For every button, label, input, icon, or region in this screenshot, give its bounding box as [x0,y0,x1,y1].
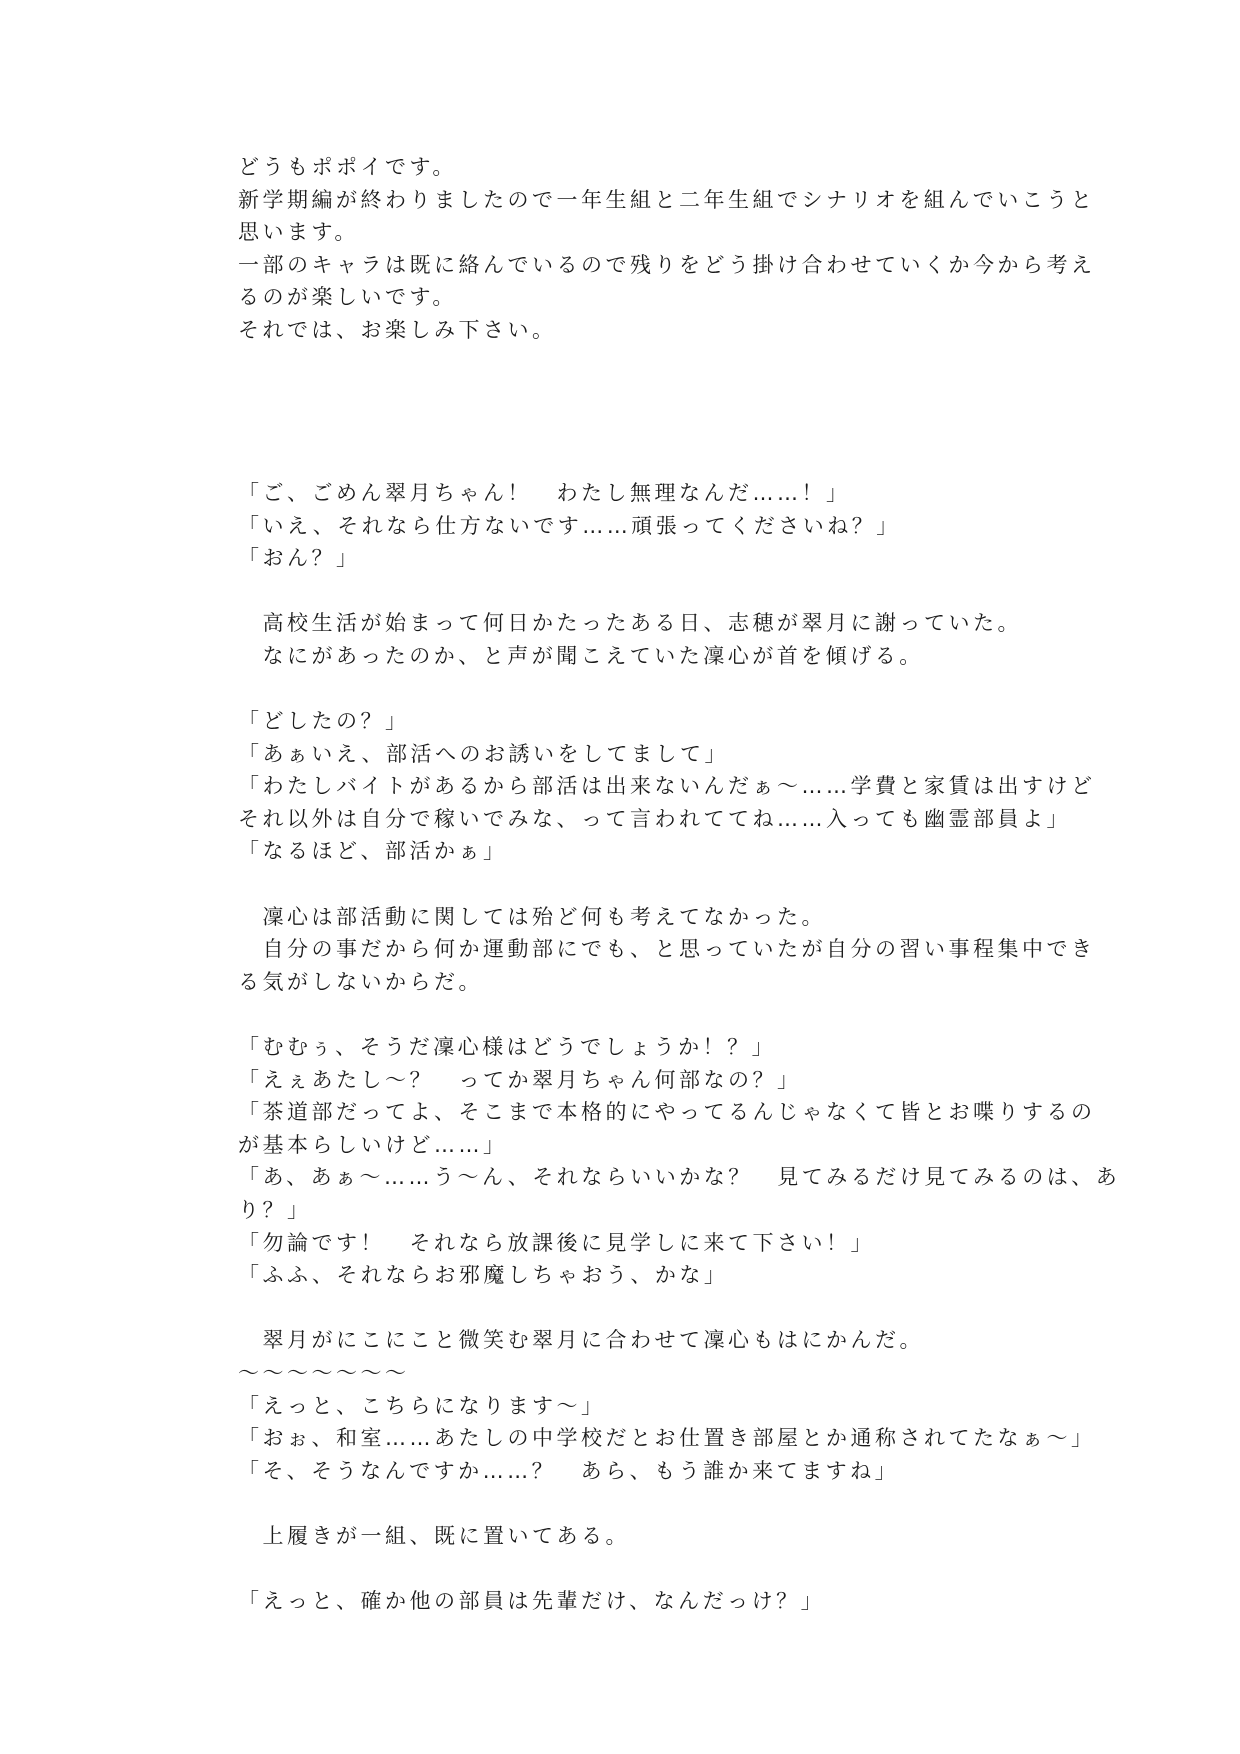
story-line: 「えぇあたし〜？ ってか翠月ちゃん何部なの？」 [238,1067,802,1092]
story-line: 〜〜〜〜〜〜〜 [238,1360,410,1385]
story-line: 「勿論です！ それなら放課後に見学しに来て下さい！」 [238,1230,875,1255]
intro-line: 新学期編が終わりましたので一年生組と二年生組でシナリオを組んでいこうと [238,187,1096,212]
story-section [238,477,1121,1618]
story-line: 高校生活が始まって何日かたったある日、志穂が翠月に謝っていた。 [238,611,1022,636]
section-spacer [238,444,1008,477]
story-line: 「茶道部だってよ、そこまで本格的にやってるんじゃなくて皆とお喋りするの [238,1100,1096,1125]
paragraph-break [238,868,1008,901]
story-line: 「ふふ、それならお邪魔しちゃおう、かな」 [238,1263,729,1288]
story-line: 「えっと、確か他の部員は先輩だけ、なんだっけ？」 [238,1589,826,1614]
intro-line: 一部のキャラは既に絡んでいるので残りをどう掛け合わせていくか今から考え [238,252,1096,277]
story-line: 凜心は部活動に関しては殆ど何も考えてなかった。 [238,904,826,929]
story-line: 「あぁいえ、部活へのお誘いをしてまして」 [238,741,730,766]
section-spacer [238,412,1008,445]
story-line: 「なるほど、部活かぁ」 [238,839,508,864]
intro-section [238,151,1096,347]
story-line: 「そ、そうなんですか……？ あら、もう誰か来てますね」 [238,1458,900,1483]
paragraph-break [238,1553,1008,1586]
story-line: 「いえ、それなら仕方ないです……頑張ってくださいね？」 [238,513,901,538]
paragraph-break [238,1292,1008,1325]
intro-line: るのが楽しいです。 [238,285,457,310]
intro-line: 思います。 [238,220,359,245]
story-line: 「おん？」 [238,546,361,571]
section-spacer [238,379,1008,412]
paragraph-break [238,575,1008,608]
story-line: 「おぉ、和室……あたしの中学校だとお仕置き部屋とか通称されてたなぁ〜」 [238,1426,1096,1451]
intro-line: どうもポポイです。 [238,155,457,179]
story-line: 「あ、あぁ〜……う〜ん、それならいいかな？ 見てみるだけ見てみるのは、あ [238,1165,1121,1190]
story-line: る気がしないからだ。 [238,969,483,994]
story-line: 「むむぅ、そうだ凜心様はどうでしょうか！？」 [238,1035,777,1060]
story-line: 自分の事だから何か運動部にでも、と思っていたが自分の習い事程集中でき [238,937,1096,962]
story-line: 「ご、ごめん翠月ちゃん！ わたし無理なんだ……！」 [238,480,851,505]
intro-line: それでは、お楽しみ下さい。 [238,317,557,342]
document-page [238,151,1121,1618]
paragraph-break [238,673,1008,706]
story-line: り？」 [238,1198,312,1222]
story-line: 翠月がにこにこと微笑む翠月に合わせて凜心もはにかんだ。 [238,1328,924,1353]
paragraph-break [238,1487,1008,1520]
story-line: 上履きが一組、既に置いてある。 [238,1523,630,1548]
story-line: 「どしたの？」 [238,709,410,734]
story-line: 「わたしバイトがあるから部活は出来ないんだぁ〜……学費と家賃は出すけど [238,774,1096,799]
story-line: なにがあったのか、と声が聞こえていた凜心が首を傾げる。 [238,643,924,668]
story-line: それ以外は自分で稼いでみな、って言われててね……入っても幽霊部員よ」 [238,806,1071,831]
section-spacer [238,347,1008,380]
story-line: が基本らしいけど……」 [238,1132,508,1157]
story-line: 「えっと、こちらになります〜」 [238,1393,606,1418]
paragraph-break [238,998,1008,1031]
